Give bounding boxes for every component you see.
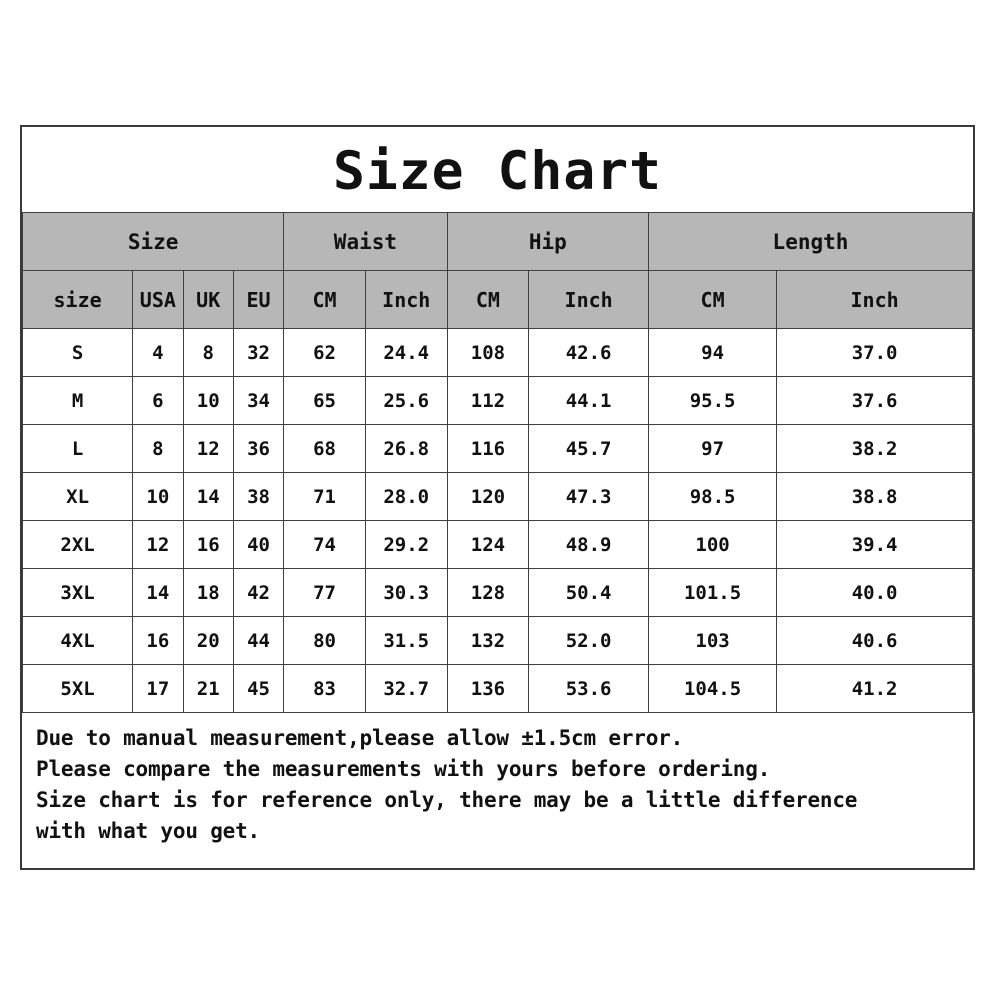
sub-header-hip-cm: CM <box>447 271 529 329</box>
cell-hip-inch: 48.9 <box>529 521 649 569</box>
note-line-3: Size chart is for reference only, there may be a little difference <box>36 788 858 813</box>
cell-waist-inch: 31.5 <box>365 617 447 665</box>
cell-size: 2XL <box>23 521 133 569</box>
cell-usa: 6 <box>133 377 183 425</box>
cell-hip-cm: 132 <box>447 617 529 665</box>
cell-eu: 40 <box>233 521 283 569</box>
cell-length-cm: 101.5 <box>648 569 776 617</box>
cell-hip-inch: 44.1 <box>529 377 649 425</box>
cell-size: 5XL <box>23 665 133 713</box>
cell-eu: 34 <box>233 377 283 425</box>
cell-waist-inch: 30.3 <box>365 569 447 617</box>
sub-header-usa: USA <box>133 271 183 329</box>
cell-waist-cm: 62 <box>284 329 366 377</box>
cell-uk: 16 <box>183 521 233 569</box>
cell-usa: 12 <box>133 521 183 569</box>
group-header-hip: Hip <box>447 213 648 271</box>
group-header-size: Size <box>23 213 284 271</box>
table-sub-header-row <box>23 271 973 329</box>
cell-eu: 32 <box>233 329 283 377</box>
cell-size: S <box>23 329 133 377</box>
sub-header-length-inch: Inch <box>777 271 973 329</box>
table-row <box>23 329 973 377</box>
sub-header-waist-inch: Inch <box>365 271 447 329</box>
sub-header-length-cm: CM <box>648 271 776 329</box>
cell-waist-cm: 71 <box>284 473 366 521</box>
cell-hip-inch: 50.4 <box>529 569 649 617</box>
cell-usa: 14 <box>133 569 183 617</box>
cell-length-inch: 40.0 <box>777 569 973 617</box>
cell-length-cm: 100 <box>648 521 776 569</box>
cell-waist-inch: 24.4 <box>365 329 447 377</box>
table-row <box>23 473 973 521</box>
cell-hip-inch: 45.7 <box>529 425 649 473</box>
cell-length-cm: 95.5 <box>648 377 776 425</box>
cell-length-inch: 41.2 <box>777 665 973 713</box>
table-row <box>23 569 973 617</box>
sub-header-hip-inch: Inch <box>529 271 649 329</box>
cell-hip-cm: 108 <box>447 329 529 377</box>
cell-eu: 44 <box>233 617 283 665</box>
cell-size: 3XL <box>23 569 133 617</box>
table-row <box>23 665 973 713</box>
cell-hip-inch: 47.3 <box>529 473 649 521</box>
cell-hip-cm: 112 <box>447 377 529 425</box>
cell-uk: 12 <box>183 425 233 473</box>
cell-waist-cm: 80 <box>284 617 366 665</box>
cell-length-inch: 40.6 <box>777 617 973 665</box>
cell-uk: 18 <box>183 569 233 617</box>
table-row <box>23 617 973 665</box>
cell-length-inch: 39.4 <box>777 521 973 569</box>
cell-hip-cm: 116 <box>447 425 529 473</box>
cell-usa: 10 <box>133 473 183 521</box>
group-header-waist: Waist <box>284 213 447 271</box>
table-row <box>23 521 973 569</box>
group-header-length: Length <box>648 213 972 271</box>
cell-usa: 17 <box>133 665 183 713</box>
cell-length-cm: 103 <box>648 617 776 665</box>
sub-header-uk: UK <box>183 271 233 329</box>
cell-waist-inch: 25.6 <box>365 377 447 425</box>
cell-waist-cm: 74 <box>284 521 366 569</box>
cell-size: XL <box>23 473 133 521</box>
cell-waist-cm: 77 <box>284 569 366 617</box>
disclaimer-notes <box>22 713 973 847</box>
cell-waist-inch: 29.2 <box>365 521 447 569</box>
cell-hip-cm: 120 <box>447 473 529 521</box>
cell-size: M <box>23 377 133 425</box>
cell-usa: 8 <box>133 425 183 473</box>
sub-header-eu: EU <box>233 271 283 329</box>
cell-eu: 38 <box>233 473 283 521</box>
cell-eu: 36 <box>233 425 283 473</box>
table-group-header-row <box>23 213 973 271</box>
cell-length-inch: 38.2 <box>777 425 973 473</box>
cell-uk: 14 <box>183 473 233 521</box>
cell-waist-inch: 28.0 <box>365 473 447 521</box>
cell-length-cm: 98.5 <box>648 473 776 521</box>
cell-uk: 10 <box>183 377 233 425</box>
size-chart-frame <box>20 125 975 870</box>
cell-hip-cm: 128 <box>447 569 529 617</box>
note-line-1: Due to manual measurement,please allow ±1.5cm error. <box>36 726 684 750</box>
cell-hip-inch: 42.6 <box>529 329 649 377</box>
cell-hip-cm: 124 <box>447 521 529 569</box>
cell-eu: 42 <box>233 569 283 617</box>
cell-eu: 45 <box>233 665 283 713</box>
sub-header-size: size <box>23 271 133 329</box>
cell-uk: 8 <box>183 329 233 377</box>
cell-waist-cm: 68 <box>284 425 366 473</box>
note-line-2: Please compare the measurements with yours before ordering. <box>36 757 771 782</box>
cell-hip-cm: 136 <box>447 665 529 713</box>
size-chart-table <box>22 212 973 713</box>
cell-size: 4XL <box>23 617 133 665</box>
cell-waist-cm: 83 <box>284 665 366 713</box>
cell-uk: 21 <box>183 665 233 713</box>
page-title: Size Chart <box>332 141 663 202</box>
cell-usa: 4 <box>133 329 183 377</box>
cell-length-cm: 97 <box>648 425 776 473</box>
cell-length-inch: 38.8 <box>777 473 973 521</box>
note-line-4: with what you get. <box>36 819 260 844</box>
cell-hip-inch: 52.0 <box>529 617 649 665</box>
cell-length-cm: 94 <box>648 329 776 377</box>
cell-waist-cm: 65 <box>284 377 366 425</box>
cell-size: L <box>23 425 133 473</box>
cell-uk: 20 <box>183 617 233 665</box>
cell-waist-inch: 32.7 <box>365 665 447 713</box>
table-row <box>23 377 973 425</box>
cell-usa: 16 <box>133 617 183 665</box>
cell-length-inch: 37.0 <box>777 329 973 377</box>
sub-header-waist-cm: CM <box>284 271 366 329</box>
table-row <box>23 425 973 473</box>
cell-length-inch: 37.6 <box>777 377 973 425</box>
cell-waist-inch: 26.8 <box>365 425 447 473</box>
cell-length-cm: 104.5 <box>648 665 776 713</box>
cell-hip-inch: 53.6 <box>529 665 649 713</box>
